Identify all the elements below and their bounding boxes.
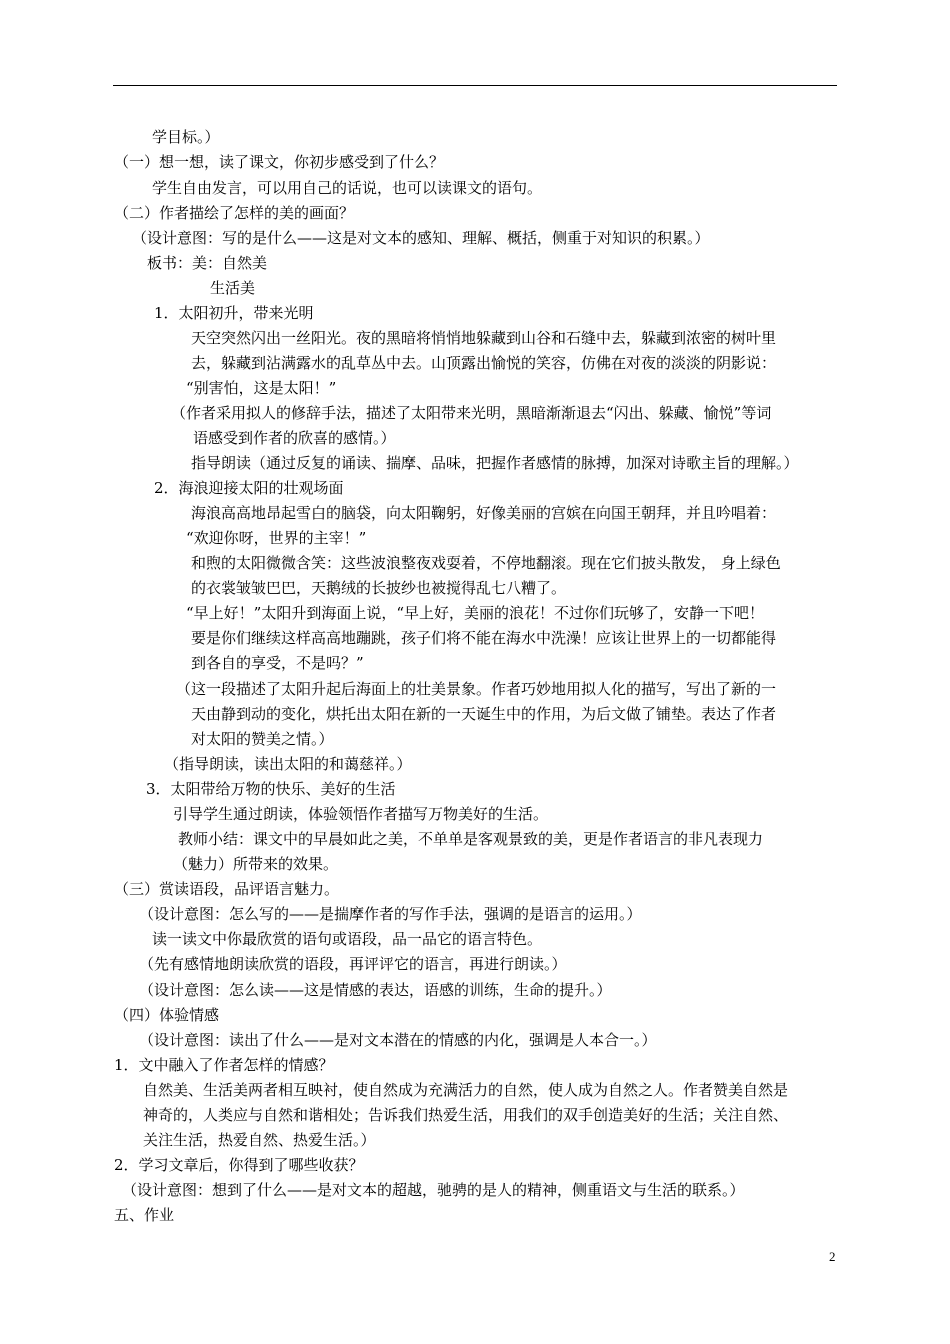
text-line: 板书：美：自然美	[147, 254, 268, 272]
text-line: “早上好！”太阳升到海面上说，“早上好，美丽的浪花！不过你们玩够了，安静一下吧！	[186, 604, 765, 622]
text-line: 五、作业	[114, 1206, 175, 1224]
text-line: 关注生活，热爱自然、热爱生活。）	[143, 1131, 376, 1149]
text-line: 去，躲藏到沾满露水的乱草丛中去。山顶露出愉悦的笑容，仿佛在对夜的淡淡的阴影说：	[191, 354, 777, 372]
text-line: 的衣裳皱皱巴巴，天鹅绒的长披纱也被搅得乱七八糟了。	[191, 579, 567, 597]
text-line: 3．太阳带给万物的快乐、美好的生活	[146, 780, 396, 798]
text-line: 对太阳的赞美之情。）	[191, 730, 334, 748]
header-rule	[113, 85, 837, 86]
page-number: 2	[829, 1249, 836, 1264]
text-line: 2．学习文章后，你得到了哪些收获？	[114, 1156, 364, 1174]
text-line: （设计意图：想到了什么——是对文本的超越，驰骋的是人的精神，侧重语文与生活的联系。）	[122, 1181, 745, 1199]
text-line: （先有感情地朗读欣赏的语段，再评评它的语言，再进行朗读。）	[139, 955, 567, 973]
text-line: （四）体验情感	[114, 1006, 220, 1024]
text-line: （魅力）所带来的效果。	[173, 855, 339, 873]
text-line: （设计意图：读出了什么——是对文本潜在的情感的内化，强调是人本合一。）	[139, 1031, 657, 1049]
text-line: （二）作者描绘了怎样的美的画面？	[114, 204, 355, 222]
text-line: 神奇的，人类应与自然和谐相处；告诉我们热爱生活，用我们的双手创造美好的生活；关注自然、	[143, 1106, 789, 1124]
text-line: 引导学生通过朗读，体验领悟作者描写万物美好的生活。	[173, 805, 549, 823]
text-line: 学生自由发言，可以用自己的话说，也可以读课文的语句。	[152, 179, 543, 197]
text-line: （作者采用拟人的修辞手法，描述了太阳带来光明，黑暗渐渐退去“闪出、躲藏、愉悦”等词	[171, 404, 772, 422]
text-line: 天由静到动的变化，烘托出太阳在新的一天诞生中的作用，为后文做了铺垫。表达了作者	[191, 705, 777, 723]
text-line: 教师小结：课文中的早晨如此之美，不单单是客观景致的美，更是作者语言的非凡表现力	[178, 830, 764, 848]
text-line: 海浪高高地昂起雪白的脑袋，向太阳鞠躬，好像美丽的宫嫔在向国王朝拜，并且吟唱着：	[191, 504, 777, 522]
text-line: 要是你们继续这样高高地蹦跳，孩子们将不能在海水中洗澡！应该让世界上的一切都能得	[191, 629, 777, 647]
text-line: 生活美	[210, 279, 256, 297]
text-line: 天空突然闪出一丝阳光。夜的黑暗将悄悄地躲藏到山谷和石缝中去，躲藏到浓密的树叶里	[191, 329, 777, 347]
text-line: “别害怕，这是太阳！”	[186, 379, 337, 397]
text-line: 2．海浪迎接太阳的壮观场面	[154, 479, 344, 497]
text-line: 自然美、生活美两者相互映衬，使自然成为充满活力的自然，使人成为自然之人。作者赞美自然是	[143, 1081, 789, 1099]
text-line: 1．文中融入了作者怎样的情感？	[114, 1056, 334, 1074]
text-line: （三）赏读语段，品评语言魅力。	[114, 880, 340, 898]
text-line: （设计意图：怎么写的——是揣摩作者的写作手法，强调的是语言的运用。）	[139, 905, 642, 923]
text-line: 学目标。）	[152, 128, 220, 146]
text-line: （这一段描述了太阳升起后海面上的壮美景象。作者巧妙地用拟人化的描写，写出了新的一	[176, 680, 777, 698]
text-line: 1．太阳初升，带来光明	[154, 304, 314, 322]
text-line: 语感受到作者的欣喜的感情。）	[193, 429, 396, 447]
text-line: 和煦的太阳微微含笑：这些波浪整夜戏耍着，不停地翻滚。现在它们披头散发， 身上绿色	[191, 554, 781, 572]
text-line: （设计意图：写的是什么——这是对文本的感知、理解、概括，侧重于对知识的积累。）	[132, 229, 710, 247]
text-line: 读一读文中你最欣赏的语句或语段，品一品它的语言特色。	[152, 930, 543, 948]
text-line: 到各自的享受，不是吗？”	[191, 654, 364, 672]
text-line: 指导朗读（通过反复的诵读、揣摩、品味，把握作者感情的脉搏，加深对诗歌主旨的理解。）	[191, 454, 799, 472]
text-line: （指导朗读，读出太阳的和蔼慈祥。）	[164, 755, 412, 773]
text-line: （设计意图：怎么读——这是情感的表达，语感的训练，生命的提升。）	[139, 981, 612, 999]
text-line: “欢迎你呀，世界的主宰！”	[186, 529, 367, 547]
text-line: （一）想一想，读了课文，你初步感受到了什么？	[114, 153, 445, 171]
